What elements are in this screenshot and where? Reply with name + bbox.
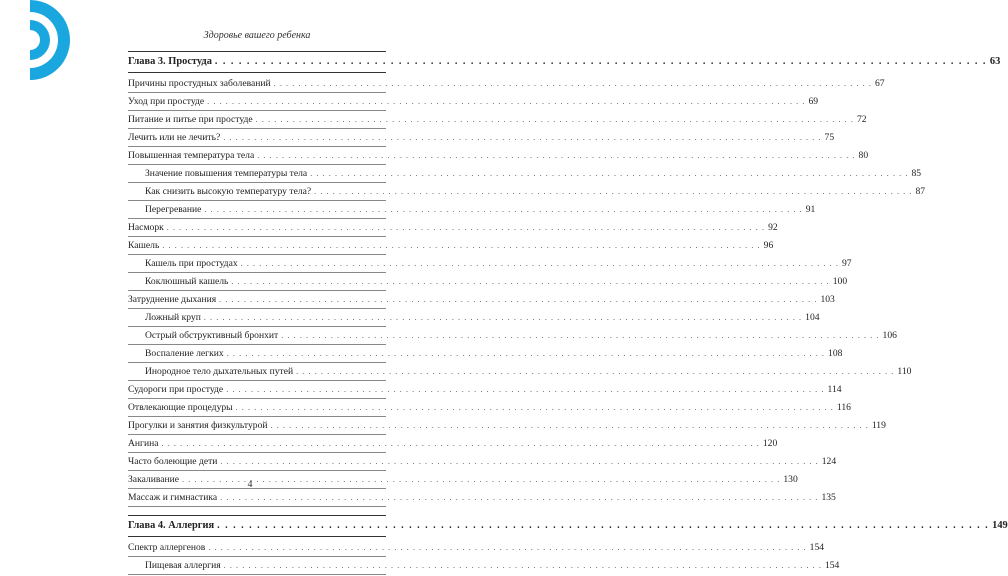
toc-entry[interactable] bbox=[128, 238, 774, 254]
toc-entry[interactable] bbox=[128, 166, 922, 182]
toc-entry-title: Отвлекающие процедуры bbox=[128, 402, 233, 413]
dot-leader bbox=[204, 202, 802, 218]
toc-entry-page: 96 bbox=[763, 240, 774, 251]
entry-underline bbox=[128, 398, 386, 399]
dot-leader bbox=[274, 76, 872, 92]
dot-leader bbox=[314, 184, 912, 200]
toc-entry[interactable] bbox=[128, 382, 842, 398]
toc-entry-title: Глава 4. Аллергия bbox=[128, 520, 215, 531]
toc-entry-title: Прогулки и занятия физкультурой bbox=[128, 420, 268, 431]
dot-leader bbox=[236, 400, 834, 416]
toc-entry-title: Пищевая аллергия bbox=[145, 560, 221, 571]
toc-entry-title: Кашель при простудах bbox=[145, 258, 238, 269]
toc-entry[interactable] bbox=[128, 148, 869, 164]
entry-underline bbox=[128, 556, 386, 557]
toc-entry[interactable] bbox=[128, 112, 867, 128]
toc-chapter-entry[interactable] bbox=[128, 52, 1001, 72]
entry-underline bbox=[128, 416, 386, 417]
entry-underline bbox=[128, 290, 386, 291]
dot-leader bbox=[162, 238, 760, 254]
toc-entry-page: 154 bbox=[809, 542, 825, 553]
entry-underline bbox=[128, 506, 386, 507]
entry-underline bbox=[128, 200, 386, 201]
entry-underline bbox=[128, 452, 386, 453]
dot-leader bbox=[223, 130, 821, 146]
toc-entry-page: 87 bbox=[915, 186, 926, 197]
toc-entry[interactable] bbox=[128, 490, 836, 506]
toc-entry-page: 114 bbox=[827, 384, 842, 395]
dot-leader bbox=[256, 112, 854, 128]
entry-underline bbox=[128, 128, 386, 129]
toc-entry-page: 106 bbox=[882, 330, 897, 341]
entry-underline bbox=[128, 92, 386, 93]
toc-entry-title: Причины простудных заболеваний bbox=[128, 78, 271, 89]
toc-entry[interactable] bbox=[128, 418, 886, 434]
toc-entry-title: Повышенная температура тела bbox=[128, 150, 255, 161]
entry-underline bbox=[128, 380, 386, 381]
dot-leader bbox=[231, 274, 829, 290]
toc-entry[interactable] bbox=[128, 130, 835, 146]
toc-entry[interactable] bbox=[128, 310, 820, 326]
entry-underline bbox=[128, 146, 386, 147]
table-of-contents bbox=[128, 51, 1008, 576]
entry-underline bbox=[128, 574, 386, 575]
toc-entry-title: Питание и питье при простуде bbox=[128, 114, 253, 125]
toc-entry-title: Глава 3. Простуда bbox=[128, 56, 212, 67]
toc-entry-page: 100 bbox=[832, 276, 848, 287]
dot-leader bbox=[224, 558, 822, 574]
dot-leader bbox=[257, 148, 855, 164]
toc-entry-page: 135 bbox=[821, 492, 836, 503]
toc-entry[interactable] bbox=[128, 454, 837, 470]
toc-entry-title: Уход при простуде bbox=[128, 96, 205, 107]
toc-entry-page: 130 bbox=[783, 474, 798, 485]
entry-underline bbox=[128, 326, 386, 327]
entry-underline bbox=[128, 434, 386, 435]
entry-underline bbox=[128, 362, 386, 363]
toc-entry-page: 116 bbox=[836, 402, 851, 413]
toc-entry[interactable] bbox=[128, 94, 819, 110]
toc-entry-page: 124 bbox=[821, 456, 837, 467]
entry-underline bbox=[128, 218, 386, 219]
toc-entry-page: 104 bbox=[805, 312, 820, 323]
toc-entry-page: 80 bbox=[858, 150, 869, 161]
toc-entry-page: 92 bbox=[768, 222, 778, 233]
toc-entry-title: Часто болеющие дети bbox=[128, 456, 218, 467]
toc-entry[interactable] bbox=[128, 400, 851, 416]
toc-entry-title: Судороги при простуде bbox=[128, 384, 224, 395]
toc-entry[interactable] bbox=[128, 540, 825, 556]
toc-entry-page: 75 bbox=[824, 132, 835, 143]
toc-entry-title: Воспаление легких bbox=[145, 348, 224, 359]
toc-entry-title: Массаж и гимнастика bbox=[128, 492, 218, 503]
toc-entry[interactable] bbox=[128, 346, 843, 362]
toc-entry[interactable] bbox=[128, 184, 926, 200]
dot-leader bbox=[220, 490, 818, 506]
dot-leader bbox=[227, 346, 825, 362]
toc-entry[interactable] bbox=[128, 76, 885, 92]
toc-entry-page: 91 bbox=[805, 204, 816, 215]
toc-entry-title: Коклюшный кашель bbox=[145, 276, 229, 287]
toc-entry[interactable] bbox=[128, 202, 816, 218]
entry-underline bbox=[128, 236, 386, 237]
toc-entry-page: 69 bbox=[808, 96, 819, 107]
chapter-rule-bottom bbox=[128, 536, 386, 537]
toc-entry[interactable] bbox=[128, 436, 778, 452]
dot-leader bbox=[204, 310, 802, 326]
dot-leader bbox=[281, 328, 879, 344]
entry-underline bbox=[128, 308, 386, 309]
toc-entry-title: Острый обструктивный бронхит bbox=[145, 330, 279, 341]
dot-leader bbox=[220, 454, 818, 470]
toc-entry-page: 97 bbox=[841, 258, 852, 269]
dot-leader bbox=[271, 418, 869, 434]
toc-entry[interactable] bbox=[128, 292, 835, 308]
publisher-logo-icon bbox=[30, 0, 50, 80]
toc-entry-title: Кашель bbox=[128, 240, 160, 251]
dot-leader bbox=[226, 382, 824, 398]
toc-entry-title: Лечить или не лечить? bbox=[128, 132, 221, 143]
toc-entry-title: Значение повышения температуры тела bbox=[145, 168, 308, 179]
running-header: Здоровье вашего ребенка bbox=[203, 30, 311, 41]
dot-leader bbox=[208, 540, 806, 556]
toc-entry-page: 108 bbox=[828, 348, 843, 359]
toc-entry-title: Перегревание bbox=[145, 204, 202, 215]
dot-leader bbox=[217, 516, 989, 536]
entry-underline bbox=[128, 110, 386, 111]
toc-entry-page: 149 bbox=[992, 520, 1008, 531]
toc-entry-page: 67 bbox=[874, 78, 885, 89]
entry-underline bbox=[128, 164, 386, 165]
chapter-rule-bottom bbox=[128, 72, 386, 73]
dot-leader bbox=[219, 292, 817, 308]
toc-entry-page: 120 bbox=[762, 438, 778, 449]
toc-entry-title: Как снизить высокую температуру тела? bbox=[145, 186, 312, 197]
dot-leader bbox=[167, 220, 765, 236]
entry-underline bbox=[128, 344, 386, 345]
toc-entry-page: 63 bbox=[989, 56, 1001, 67]
toc-entry[interactable] bbox=[128, 328, 897, 344]
dot-leader bbox=[215, 52, 987, 72]
toc-entry-page: 154 bbox=[824, 560, 840, 571]
toc-entry-title: Спектр аллергенов bbox=[128, 542, 206, 553]
page-number: 4 bbox=[247, 479, 253, 490]
toc-entry-page: 119 bbox=[871, 420, 886, 431]
toc-entry-page: 110 bbox=[897, 366, 912, 377]
entry-underline bbox=[128, 182, 386, 183]
toc-chapter-entry[interactable] bbox=[128, 516, 1008, 536]
toc-entry-title: Инородное тело дыхательных путей bbox=[145, 366, 294, 377]
toc-entry-page: 85 bbox=[911, 168, 922, 179]
dot-leader bbox=[296, 364, 894, 380]
dot-leader bbox=[207, 94, 805, 110]
entry-underline bbox=[128, 254, 386, 255]
toc-entry-title: Ложный круп bbox=[145, 312, 201, 323]
entry-underline bbox=[128, 470, 386, 471]
toc-entry-title: Затруднение дыхания bbox=[128, 294, 217, 305]
toc-entry-title: Закаливание bbox=[128, 474, 180, 485]
dot-leader bbox=[241, 256, 839, 272]
toc-entry[interactable] bbox=[128, 256, 852, 272]
toc-entry[interactable] bbox=[128, 558, 840, 574]
toc-entry-page: 103 bbox=[820, 294, 835, 305]
dot-leader bbox=[310, 166, 908, 182]
toc-entry[interactable] bbox=[128, 274, 848, 290]
toc-entry[interactable] bbox=[128, 364, 912, 380]
toc-entry-title: Ангина bbox=[128, 438, 159, 449]
toc-entry-page: 72 bbox=[856, 114, 867, 125]
toc-entry[interactable] bbox=[128, 220, 778, 236]
entry-underline bbox=[128, 272, 386, 273]
toc-entry-title: Насморк bbox=[128, 222, 164, 233]
dot-leader bbox=[162, 436, 760, 452]
